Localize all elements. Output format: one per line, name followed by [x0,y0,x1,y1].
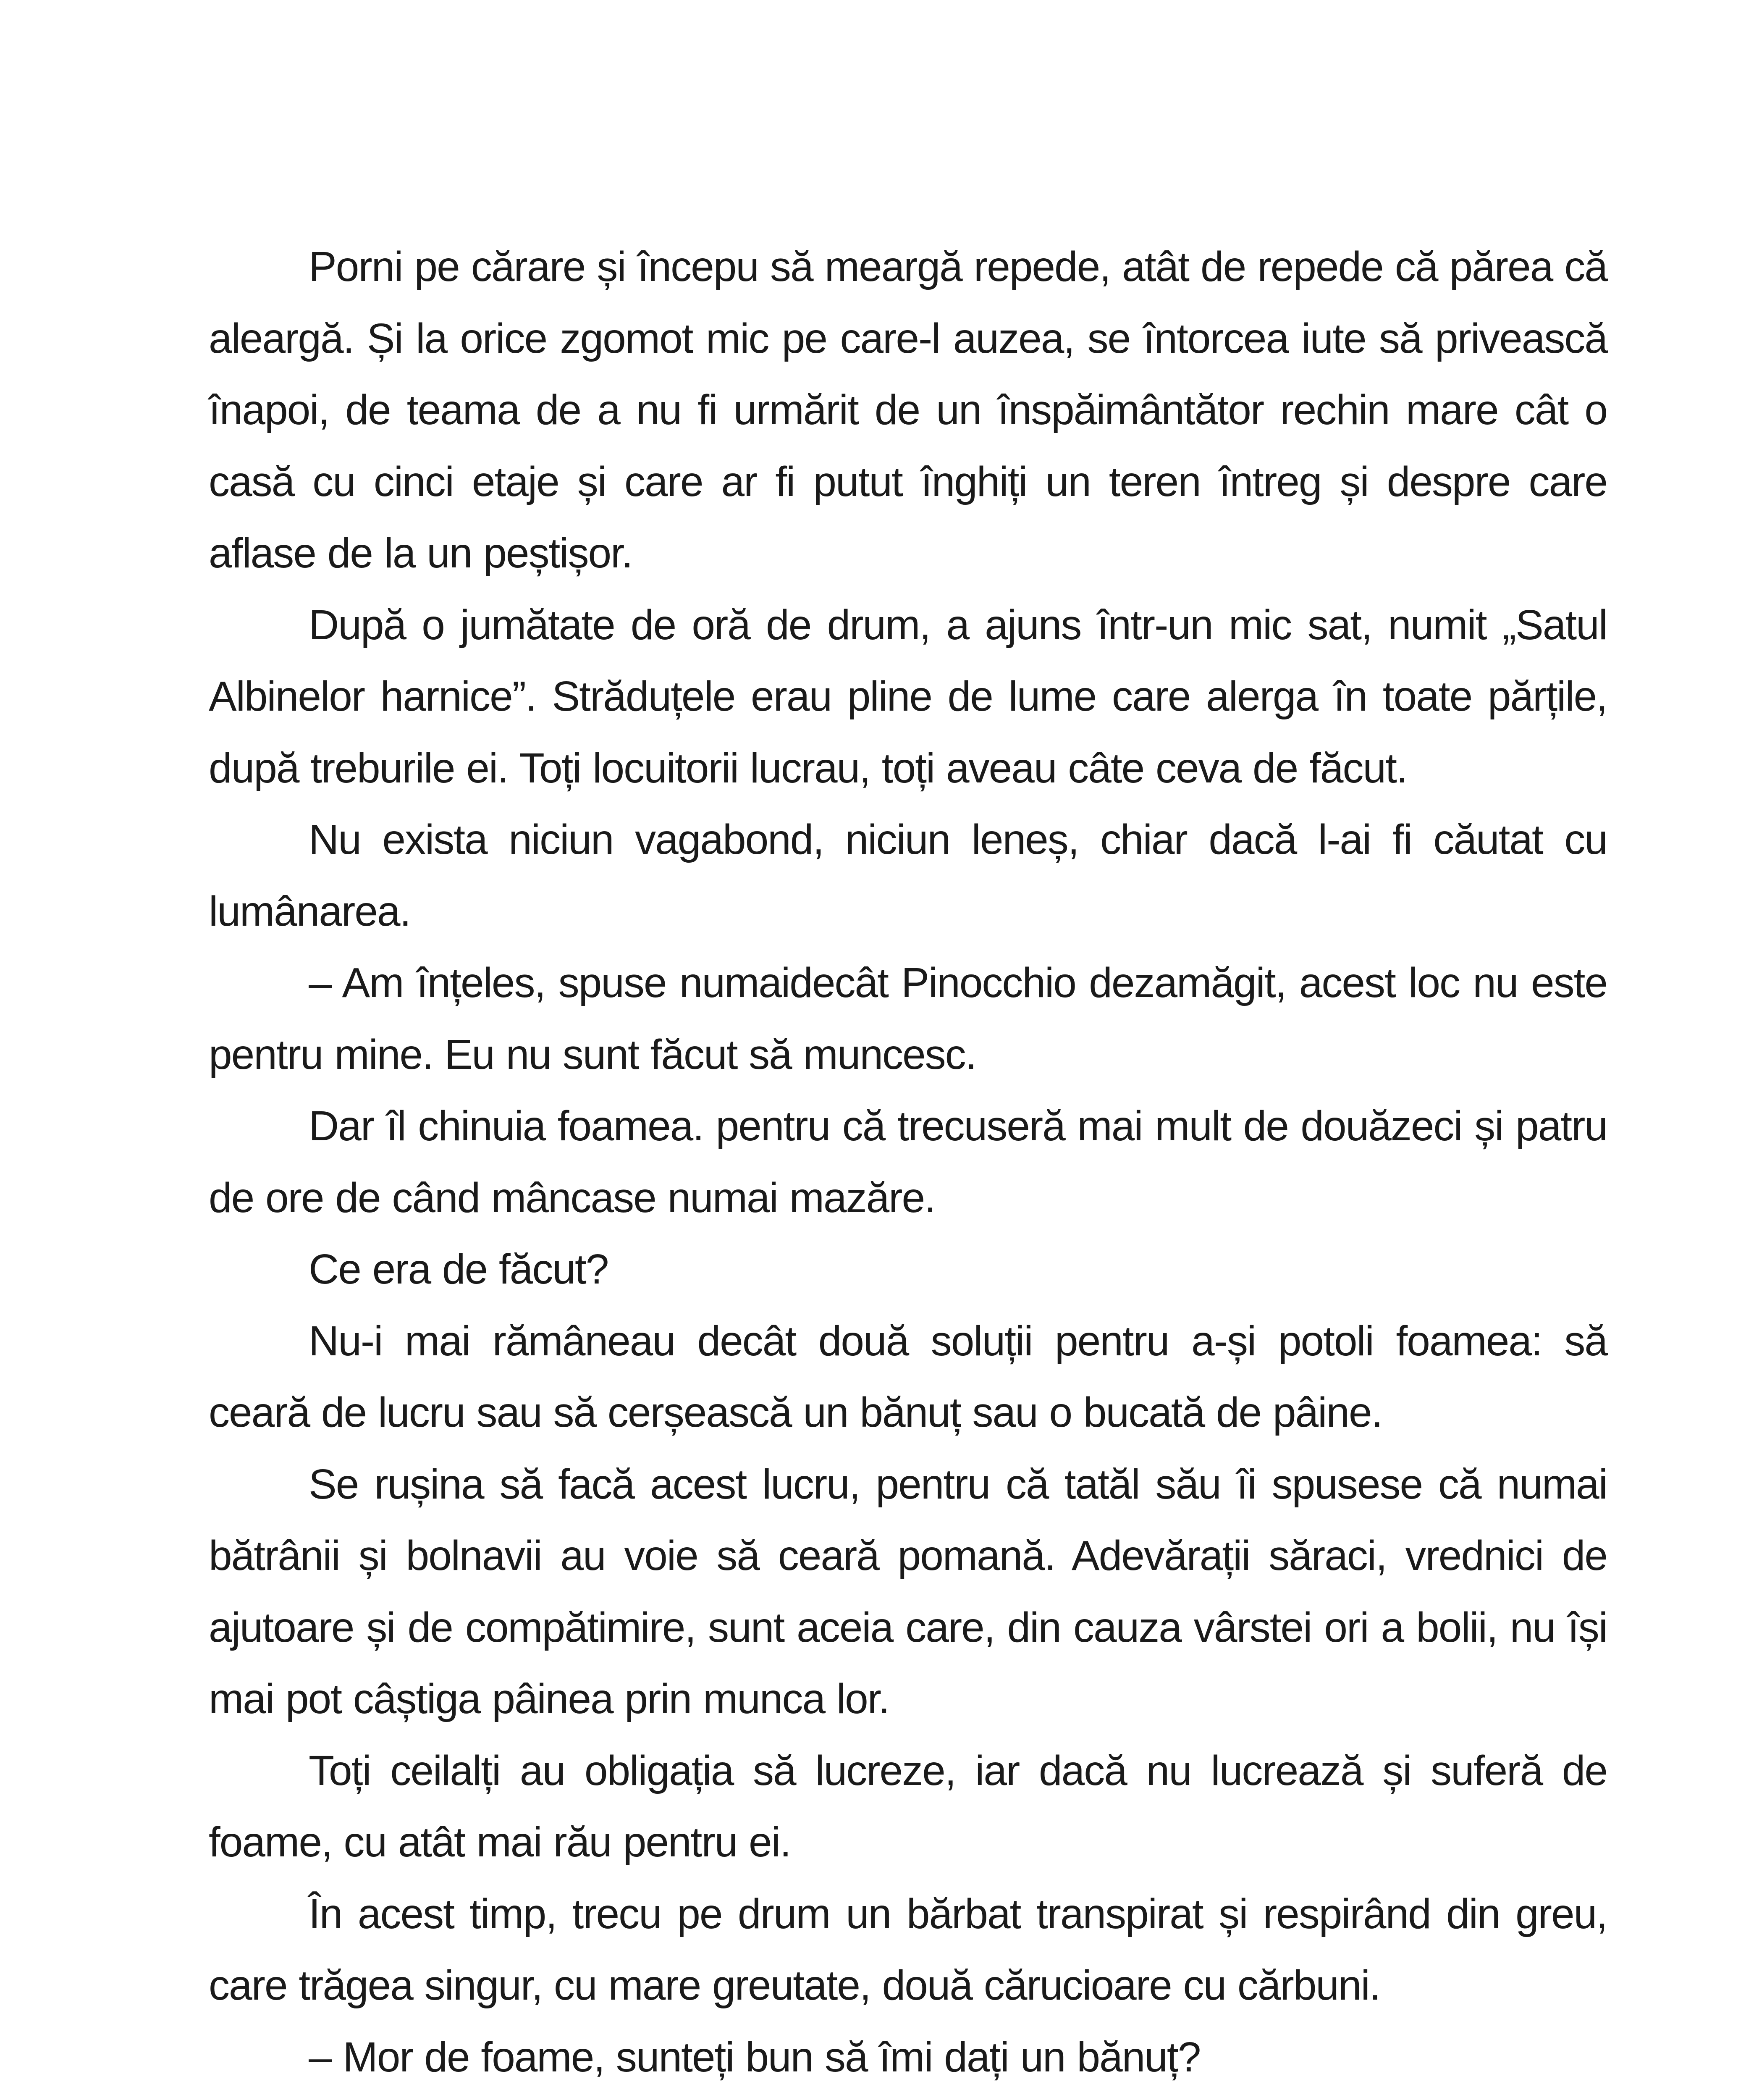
paragraph: Porni pe cărare și începu să meargă repede, atât de repede că părea că aleargă. Și la orice zgomot mic pe care-l auzea, se întorcea iute să privească înapoi, de teama de a nu fi urmărit de un înspăimântător rechin mare cât o casă cu cinci etaje și care ar fi putut înghiți un teren întreg și despre care aflase de la un peștișor. [209,243,1607,577]
dialogue-paragraph: – Am înțeles, spuse numaidecât Pinocchio dezamăgit, acest loc nu este pentru mine. Eu nu sunt făcut să muncesc. [209,959,1607,1078]
paragraph: Se rușina să facă acest lucru, pentru că tatăl său îi spusese că numai bătrânii și bolnavii au voie să ceară pomană. Adevărații săraci, vrednici de ajutoare și de compătimire, sunt aceia care, din cauza vârstei ori a bolii, nu își mai pot câștiga pâinea prin munca lor. [209,1460,1607,1722]
paragraph: Nu-i mai rămâneau decât două soluții pentru a-și potoli foamea: să ceară de lucru sau să cerșească un bănuț sau o bucată de pâine. [209,1317,1607,1436]
dialogue-paragraph: – Mor de foame, sunteți bun să îmi dați un bănuț? [309,2033,1201,2081]
paragraph: Nu exista niciun vagabond, niciun leneș, chiar dacă l-ai fi căutat cu lumânarea. [209,816,1607,935]
paragraph: Toți ceilalți au obligația să lucreze, iar dacă nu lucrează și suferă de foame, cu atât mai rău pentru ei. [209,1747,1607,1866]
paragraph: Ce era de făcut? [309,1246,608,1293]
paragraph: După o jumătate de oră de drum, a ajuns într-un mic sat, numit „Satul Albinelor harnice”. Străduțele erau pline de lume care alerga în toate părțile, după treburile ei. Toți locuitorii lucrau, toți aveau câte ceva de făcut. [209,601,1607,792]
body-text [209,231,1607,2100]
paragraph: În acest timp, trecu pe drum un bărbat transpirat și respirând din greu, care trăgea singur, cu mare greutate, două cărucioare cu cărbuni. [209,1890,1607,2009]
dialogue-paragraph [209,2093,1607,2100]
paragraph: Dar îl chinuia foamea. pentru că trecuseră mai mult de douăzeci și patru de ore de când mâncase numai mazăre. [209,1102,1607,1221]
